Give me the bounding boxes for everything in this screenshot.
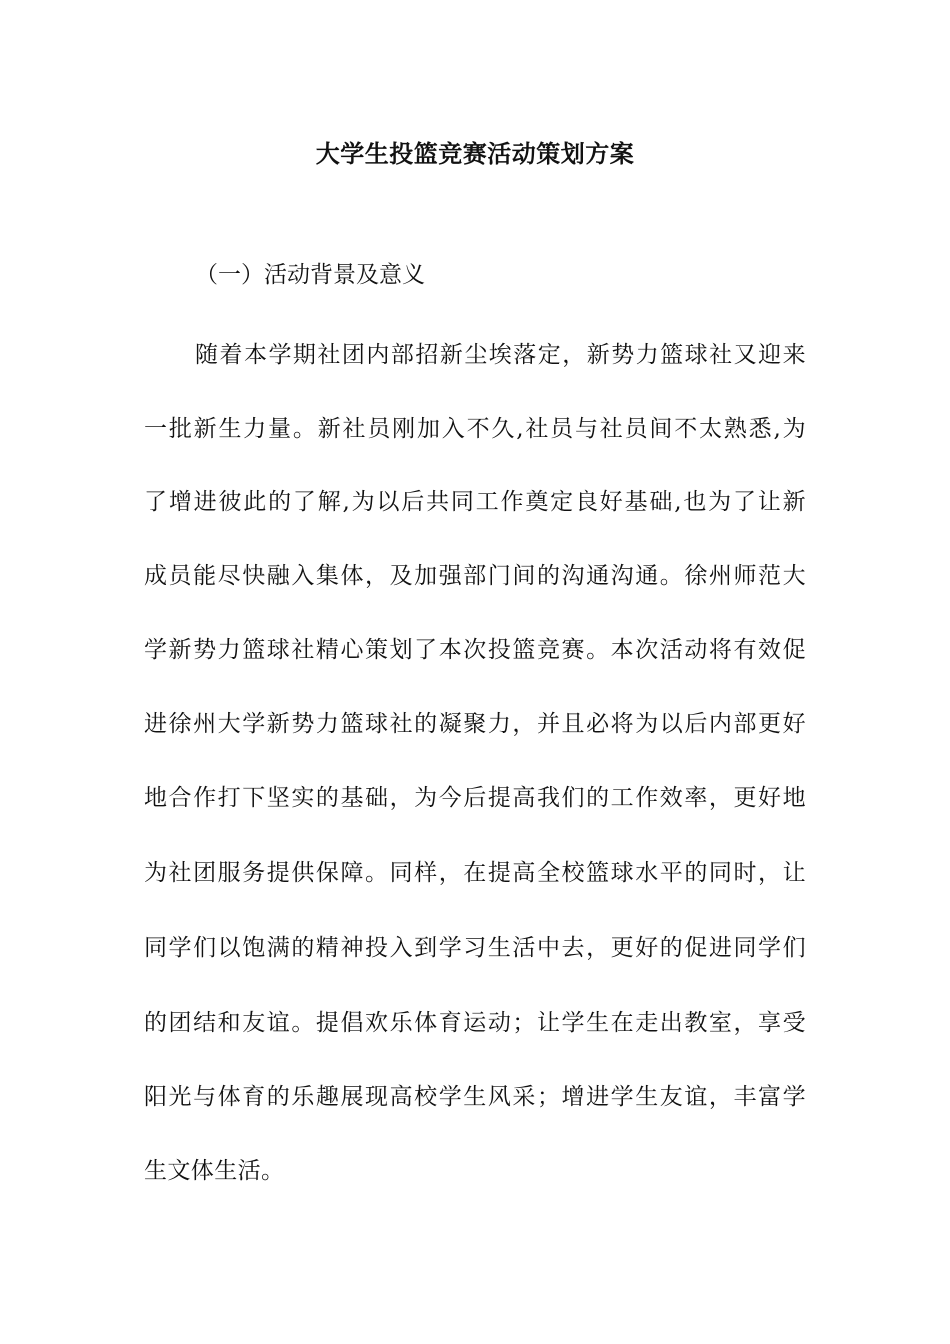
paragraph-line: 生文体生活。: [144, 1158, 285, 1184]
section-heading: （一）活动背景及意义: [195, 262, 425, 288]
paragraph-line: 进徐州大学新势力篮球社的凝聚力，并且必将为以后内部更好: [144, 711, 806, 737]
paragraph-line: 一批新生力量。新社员刚加入不久,社员与社员间不太熟悉,为: [144, 416, 806, 442]
document-title: 大学生投篮竞赛活动策划方案: [315, 139, 635, 168]
paragraph-line: 为社团服务提供保障。同样，在提高全校篮球水平的同时，让: [144, 860, 806, 886]
paragraph-line: 的团结和友谊。提倡欢乐体育运动；让学生在走出教室，享受: [144, 1010, 806, 1036]
paragraph-line: 阳光与体育的乐趣展现高校学生风采；增进学生友谊，丰富学: [144, 1084, 806, 1110]
paragraph-line: 地合作打下坚实的基础，为今后提高我们的工作效率，更好地: [144, 785, 806, 811]
paragraph-line: 成员能尽快融入集体，及加强部门间的沟通沟通。徐州师范大: [144, 563, 806, 589]
paragraph-line: 随着本学期社团内部招新尘埃落定，新势力篮球社又迎来: [195, 342, 806, 368]
paragraph-line: 了增进彼此的了解,为以后共同工作奠定良好基础,也为了让新: [144, 489, 806, 515]
paragraph-line: 学新势力篮球社精心策划了本次投篮竞赛。本次活动将有效促: [144, 637, 806, 663]
paragraph-line: 同学们以饱满的精神投入到学习生活中去，更好的促进同学们: [144, 935, 806, 961]
